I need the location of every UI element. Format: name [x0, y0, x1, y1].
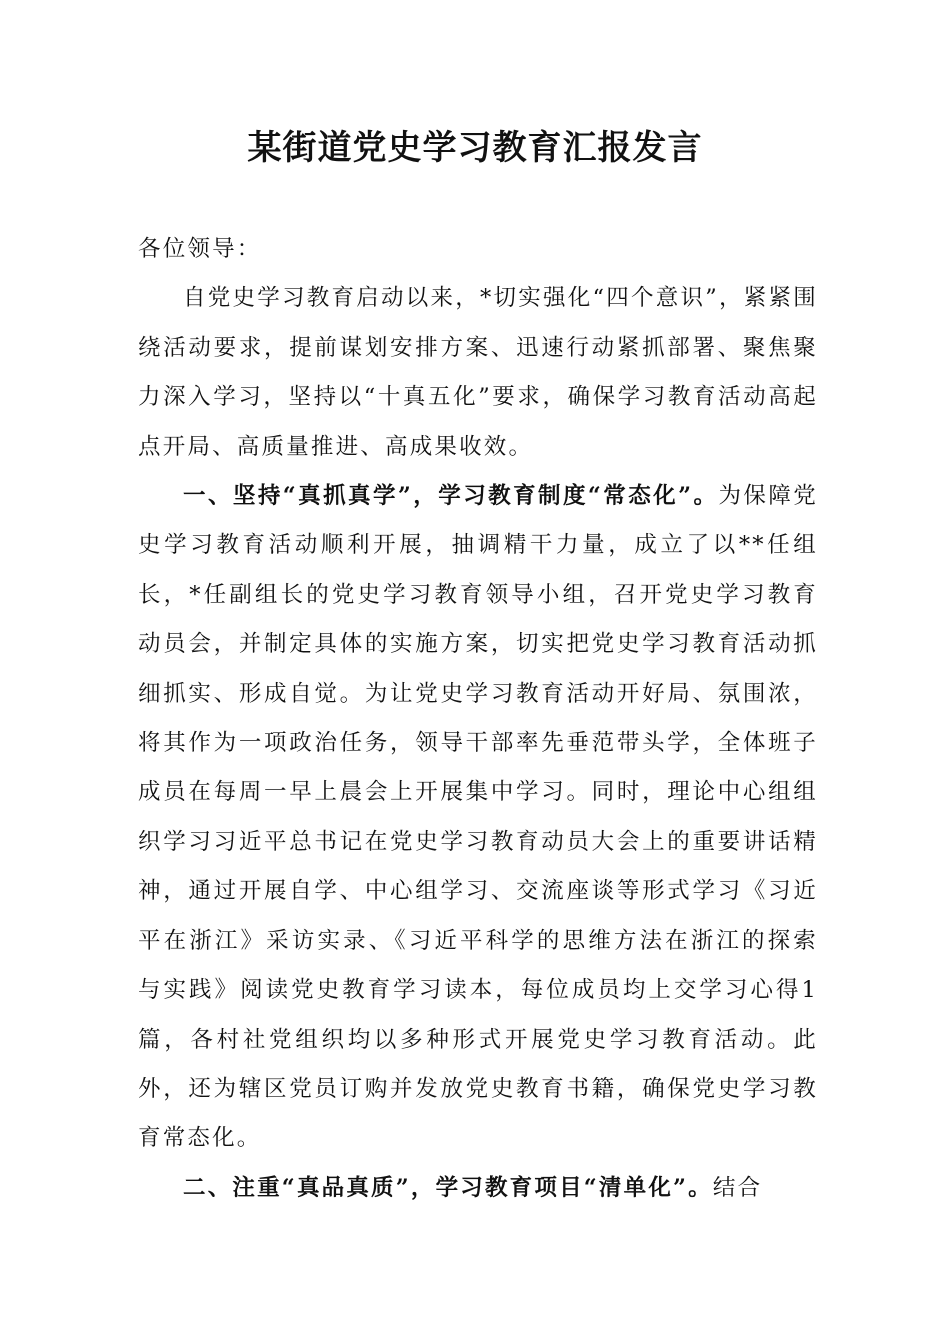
- document-body: [138, 225, 818, 1213]
- salutation: 各位领导：: [138, 236, 262, 262]
- section-1-paragraph: [138, 472, 818, 1164]
- document-title: 某街道党史学习教育汇报发言: [247, 128, 703, 168]
- section-2-heading: 二、注重“真品真质”，学习教育项目“清单化”。: [183, 1174, 713, 1201]
- intro-paragraph: 自党史学习教育启动以来，*切实强化“四个意识”，紧紧围绕活动要求，提前谋划安排方案、迅速行动紧抓部署、聚焦聚力深入学习，坚持以“十真五化”要求，确保学习教育活动高起点开局、高质量推进、高成果收效。: [138, 285, 818, 460]
- section-1-heading: 一、坚持“真抓真学”，学习教育制度“常态化”。: [183, 483, 719, 510]
- section-2-body: 结合: [712, 1174, 763, 1201]
- section-1-body: 为保障党史学习教育活动顺利开展，抽调精干力量，成立了以**任组长，*任副组长的党史学习教育领导小组，召开党史学习教育动员会，并制定具体的实施方案，切实把党史学习教育活动抓细抓实、形成自觉。为让党史学习教育活动开好局、氛围浓，将其作为一项政治任务，领导干部率先垂范带头学，全体班子成员在每周一早上晨会上开展集中学习。同时，理论中心组组织学习习近平总书记在党史学习教育动员大会上的重要讲话精神，通过开展自学、中心组学习、交流座谈等形式学习《习近平在浙江》采访实录、《习近平科学的思维方法在浙江的探索与实践》阅读党史教育学习读本，每位成员均上交学习心得1篇，各村社党组织均以多种形式开展党史学习教育活动。此外，还为辖区党员订购并发放党史教育书籍，确保党史学习教育常态化。: [138, 483, 818, 1152]
- section-2-paragraph: [138, 1164, 818, 1213]
